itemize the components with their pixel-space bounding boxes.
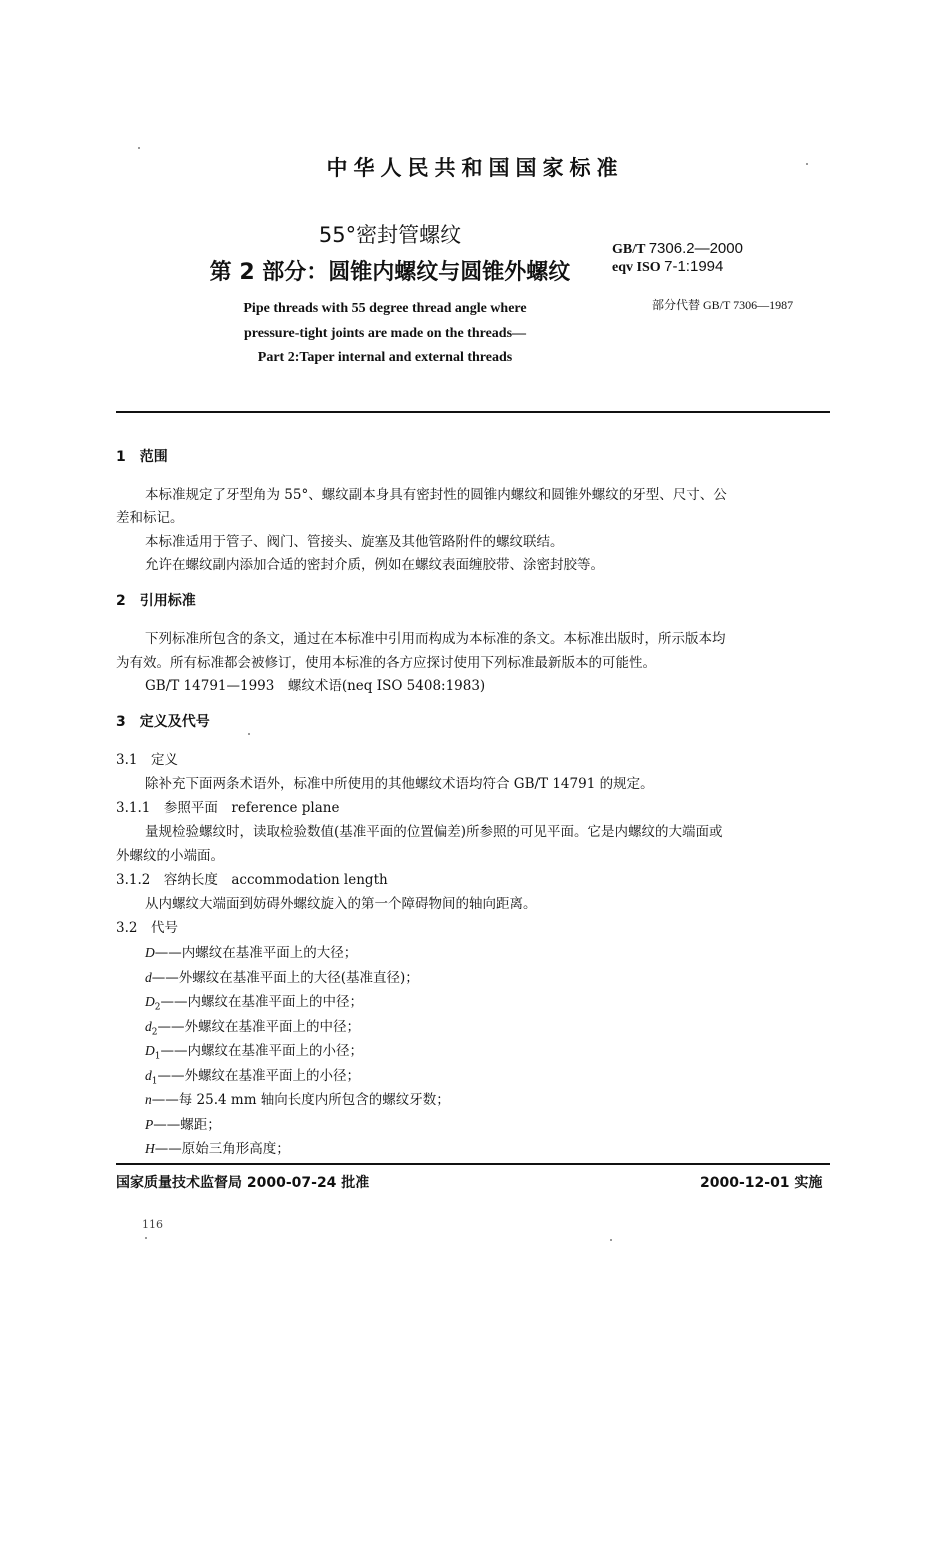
scan-speck xyxy=(806,163,808,165)
section-3-1-1-term xyxy=(116,796,339,816)
title-en-line1: Pipe threads with 55 degree thread angle where xyxy=(243,301,527,316)
symbol-subscript: 1 xyxy=(154,1051,161,1062)
section-1-paragraph-2: 本标准适用于管子、阀门、管接头、旋塞及其他管路附件的螺纹联结。 xyxy=(145,534,564,550)
symbol-row xyxy=(145,966,419,986)
section-3-1-text: 除补充下面两条术语外，标准中所使用的其他螺纹术语均符合 GB/T 14791 的规定。 xyxy=(145,776,654,792)
symbol-description: ——每 25.4 mm 轴向长度内所包含的螺纹牙数； xyxy=(151,1092,450,1108)
section-3-1-1-text-b: 外螺纹的小端面。 xyxy=(116,848,224,864)
symbol-letter: d xyxy=(145,969,152,985)
symbol-letter: d xyxy=(145,1067,152,1083)
section-3-heading: 3 定义及代号 xyxy=(116,714,210,730)
section-2-reference: GB/T 14791—1993 螺纹术语(neq ISO 5408:1983) xyxy=(145,678,486,694)
effective-date: 2000-12-01 实施 xyxy=(700,1175,823,1191)
section-2-paragraph-1b: 为有效。所有标准都会被修订，使用本标准的各方应探讨使用下列标准最新版本的可能性。 xyxy=(116,655,656,671)
title-en-line3: Part 2:Taper internal and external threads xyxy=(257,350,513,365)
symbol-description: ——内螺纹在基准平面上的中径； xyxy=(160,994,363,1010)
title-zh-line1: 55°密封管螺纹 xyxy=(318,223,462,247)
footer-divider xyxy=(116,1163,830,1165)
scan-speck xyxy=(138,147,140,149)
section-2-paragraph-1a: 下列标准所包含的条文，通过在本标准中引用而构成为本标准的条文。本标准出版时，所示版本均 xyxy=(145,631,726,647)
symbol-row xyxy=(145,1113,221,1133)
section-2-heading: 2 引用标准 xyxy=(116,593,196,609)
header-divider xyxy=(116,411,830,413)
section-1-paragraph-1b: 差和标记。 xyxy=(116,510,184,526)
term-reference-plane-en: reference plane xyxy=(231,800,340,816)
symbol-row xyxy=(145,990,363,1013)
symbol-description: ——外螺纹在基准平面上的大径(基准直径)； xyxy=(151,969,419,986)
standard-code-prefix: GB/T xyxy=(612,242,649,257)
replaces-note: 部分代替 GB/T 7306—1987 xyxy=(652,298,794,312)
symbol-letter: D xyxy=(145,1043,155,1058)
section-3-1-2-text: 从内螺纹大端面到妨碍外螺纹旋入的第一个障碍物间的轴向距离。 xyxy=(145,896,537,912)
section-3-1-2-term xyxy=(116,868,388,888)
symbol-subscript: 2 xyxy=(151,1027,158,1038)
symbol-description: ——原始三角形高度； xyxy=(154,1141,290,1157)
symbol-subscript: 1 xyxy=(151,1076,158,1087)
standard-code-number: 7306.2—2000 xyxy=(648,240,743,257)
symbol-description: ——内螺纹在基准平面上的大径； xyxy=(154,945,358,961)
symbol-row xyxy=(145,941,357,961)
symbol-description: ——外螺纹在基准平面上的中径； xyxy=(157,1018,360,1035)
title-zh-line2: 第 2 部分：圆锥内螺纹与圆锥外螺纹 xyxy=(209,260,571,285)
symbol-subscript: 2 xyxy=(154,1002,161,1013)
scan-speck xyxy=(610,1239,612,1241)
symbol-row xyxy=(145,1015,360,1038)
scan-speck xyxy=(248,733,250,735)
symbol-letter: D xyxy=(145,945,155,960)
symbol-letter: H xyxy=(145,1141,155,1156)
equivalence-prefix: eqv ISO xyxy=(612,260,665,275)
symbol-description: ——螺距； xyxy=(153,1116,221,1133)
symbol-letter: n xyxy=(145,1092,152,1107)
symbol-letter: P xyxy=(145,1116,154,1132)
section-3-2-heading: 3.2 代号 xyxy=(116,920,178,936)
symbol-letter: d xyxy=(145,1018,152,1034)
term-reference-plane: 3.1.1 参照平面 xyxy=(116,800,218,816)
equivalence-code xyxy=(612,258,723,276)
section-1-paragraph-3: 允许在螺纹副内添加合适的密封介质，例如在螺纹表面缠胶带、涂密封胶等。 xyxy=(145,557,604,573)
symbol-row xyxy=(145,1088,450,1108)
section-3-1-1-text-a: 量规检验螺纹时，读取检验数值(基准平面的位置偏差)所参照的可见平面。它是内螺纹的大端面或 xyxy=(145,824,723,840)
symbol-row xyxy=(145,1064,360,1087)
section-3-1-heading: 3.1 定义 xyxy=(116,752,178,768)
equivalence-number: 7-1:1994 xyxy=(664,258,724,275)
standard-code xyxy=(612,240,743,258)
page-number: 116 xyxy=(142,1218,163,1231)
term-accommodation-length: 3.1.2 容纳长度 xyxy=(116,872,218,888)
term-accommodation-length-en: accommodation length xyxy=(231,872,388,888)
standard-org-header: 中华人民共和国国家标准 xyxy=(326,156,624,180)
section-1-heading: 1 范围 xyxy=(116,449,168,465)
symbol-letter: D xyxy=(145,994,155,1009)
section-1-paragraph-1a: 本标准规定了牙型角为 55°、螺纹副本身具有密封性的圆锥内螺纹和圆锥外螺纹的牙型、尺寸、公 xyxy=(145,487,727,503)
symbol-row xyxy=(145,1137,290,1157)
symbol-row xyxy=(145,1039,363,1062)
symbol-description: ——内螺纹在基准平面上的小径； xyxy=(160,1043,363,1059)
title-en-line2: pressure-tight joints are made on the threads— xyxy=(243,326,527,341)
approval-line: 国家质量技术监督局 2000-07-24 批准 xyxy=(116,1175,370,1191)
symbol-description: ——外螺纹在基准平面上的小径； xyxy=(157,1067,360,1084)
scan-speck xyxy=(145,1237,147,1239)
